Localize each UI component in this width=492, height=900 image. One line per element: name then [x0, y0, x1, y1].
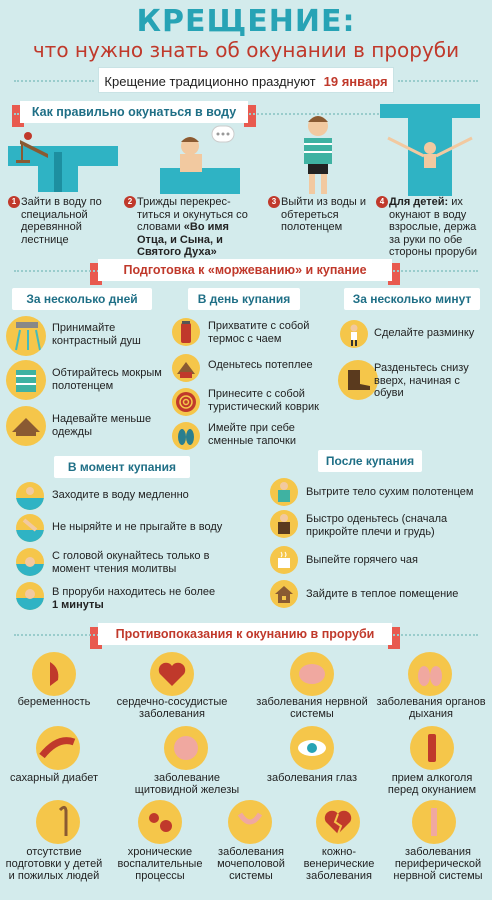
during-item-1: Заходите в воду медленно — [52, 489, 189, 501]
after-item-4: Зайдите в теплое помещение — [306, 588, 459, 600]
dress-icon — [270, 510, 298, 538]
contra-5: сахарный диабет — [9, 772, 99, 784]
after-item-3: Выпейте горячего чая — [306, 554, 418, 566]
warm-house-icon — [270, 580, 298, 608]
towel-icon — [6, 360, 46, 400]
dry-towel-icon — [270, 478, 298, 506]
step-1-text: Зайти в воду по специальной деревянной лестнице — [21, 196, 102, 246]
col-header-after: После купания — [318, 450, 422, 472]
contra-9: отсутствие подготовки у детей и пожилых людей — [5, 846, 103, 882]
contra-7: заболевания глаз — [266, 772, 358, 784]
no-diving-icon — [16, 514, 44, 542]
step-2-text-plain: Трижды перекрес-титься и окунуться со словами — [137, 196, 248, 233]
eye-icon — [290, 726, 334, 770]
contra-6: заболевание щитовидной железы — [134, 772, 240, 796]
step-number-3: 3 — [268, 196, 280, 208]
warm-clothes-icon — [172, 354, 200, 382]
step-number-2: 2 — [124, 196, 136, 208]
alcohol-icon — [410, 726, 454, 770]
step-3-text: Выйти из воды и обтереться полотенцем — [281, 196, 366, 233]
boot-icon — [338, 360, 378, 400]
ice-hole-ladder-illustration — [8, 130, 118, 192]
man-crossing-illustration — [160, 124, 240, 194]
page-subtitle: что нужно знать об окунании в проруби — [32, 38, 460, 62]
man-with-towel-illustration — [290, 112, 350, 196]
day-item-2: Оденьтесь потеплее — [208, 359, 313, 371]
child-dipping-illustration — [380, 104, 480, 196]
days-item-2: Обтирайтесь мокрым полотенцем — [52, 367, 162, 392]
col-header-minutes: За несколько минут — [344, 288, 480, 310]
lungs-icon — [408, 652, 452, 696]
elderly-icon — [36, 800, 80, 844]
prayer-icon — [16, 548, 44, 576]
spine-icon — [412, 800, 456, 844]
contra-8: прием алкоголя перед окунанием — [387, 772, 477, 796]
days-item-3: Надевайте меньше одежды — [52, 413, 152, 438]
divider — [398, 80, 478, 82]
brain-icon — [290, 652, 334, 696]
contra-10: хронические воспалительные процессы — [117, 846, 203, 882]
day-item-3: Принесите с собой туристический коврик — [208, 388, 319, 413]
after-item-2: Быстро оденьтесь (сначала прикройте плечи и грудь) — [306, 513, 448, 538]
minutes-item-1: Сделайте разминку — [374, 327, 475, 339]
contra-3: заболевания нервной системы — [256, 696, 368, 720]
day-item-1: Прихватите с собой термос с чаем — [208, 320, 310, 345]
days-item-1: Принимайте контрастный душ — [52, 322, 141, 347]
contra-4: заболевания органов дыхания — [376, 696, 486, 720]
col-header-during: В момент купания — [54, 456, 190, 478]
step-4-text-bold: Для детей: — [389, 196, 449, 208]
step-2-text-bold: «Во имя Отца, и Сына, и Святого Духа» — [137, 221, 229, 258]
col-header-day: В день купания — [188, 288, 300, 310]
during-item-4-bold: 1 минуты — [52, 598, 104, 611]
contra-11: заболевания мочеполовой системы — [217, 846, 285, 882]
sweater-icon — [6, 406, 46, 446]
after-item-1: Вытрите тело сухим полотенцем — [306, 486, 474, 498]
step-number-4: 4 — [376, 196, 388, 208]
day-item-4: Имейте при себе сменные тапочки — [208, 422, 296, 447]
thermos-icon — [172, 318, 200, 346]
heart-icon — [150, 652, 194, 696]
step-4-text — [389, 196, 485, 259]
date-banner — [98, 67, 394, 93]
step-2-text — [137, 196, 259, 259]
pregnancy-icon — [32, 652, 76, 696]
warmup-icon — [340, 320, 368, 348]
divider — [14, 80, 94, 82]
slippers-icon — [172, 422, 200, 450]
during-item-3: С головой окунайтесь только в момент чтения молитвы — [52, 550, 210, 575]
diabetes-icon — [36, 726, 80, 770]
during-item-4-text: В проруби находитесь не более — [52, 586, 216, 598]
shower-icon — [6, 316, 46, 356]
section-title-contraindications: Противопоказания к окунанию в проруби — [98, 623, 392, 645]
section-title-bathing: Как правильно окунаться в воду — [20, 101, 248, 123]
mat-icon — [172, 388, 200, 416]
timer-icon — [16, 582, 44, 610]
broken-heart-icon — [316, 800, 360, 844]
thyroid-icon — [164, 726, 208, 770]
banner-date: 19 января — [323, 74, 388, 89]
section-title-preparation: Подготовка к «моржеванию» и купание — [98, 259, 392, 281]
contra-13: заболевания периферической нервной системы — [393, 846, 483, 882]
contra-1: беременность — [17, 696, 91, 708]
banner-text: Крещение традиционно празднуют — [104, 74, 316, 89]
contra-2: сердечно-сосудистые заболевания — [116, 696, 228, 720]
during-item-4 — [52, 586, 228, 611]
page-title: КРЕЩЕНИЕ: — [136, 4, 356, 39]
hot-tea-icon — [270, 546, 298, 574]
step-number-1: 1 — [8, 196, 20, 208]
inflammation-icon — [138, 800, 182, 844]
minutes-item-2: Разденьтесь снизу вверх, начиная с обуви — [374, 362, 469, 399]
contra-12: кожно-венерические заболевания — [303, 846, 375, 882]
col-header-days: За несколько дней — [12, 288, 152, 310]
during-item-2: Не ныряйте и не прыгайте в воду — [52, 521, 223, 533]
walk-into-water-icon — [16, 482, 44, 510]
urogenital-icon — [228, 800, 272, 844]
step-4-text-plain: их окунают в воду взрослые, держа за руки по обе стороны проруби — [389, 196, 478, 258]
